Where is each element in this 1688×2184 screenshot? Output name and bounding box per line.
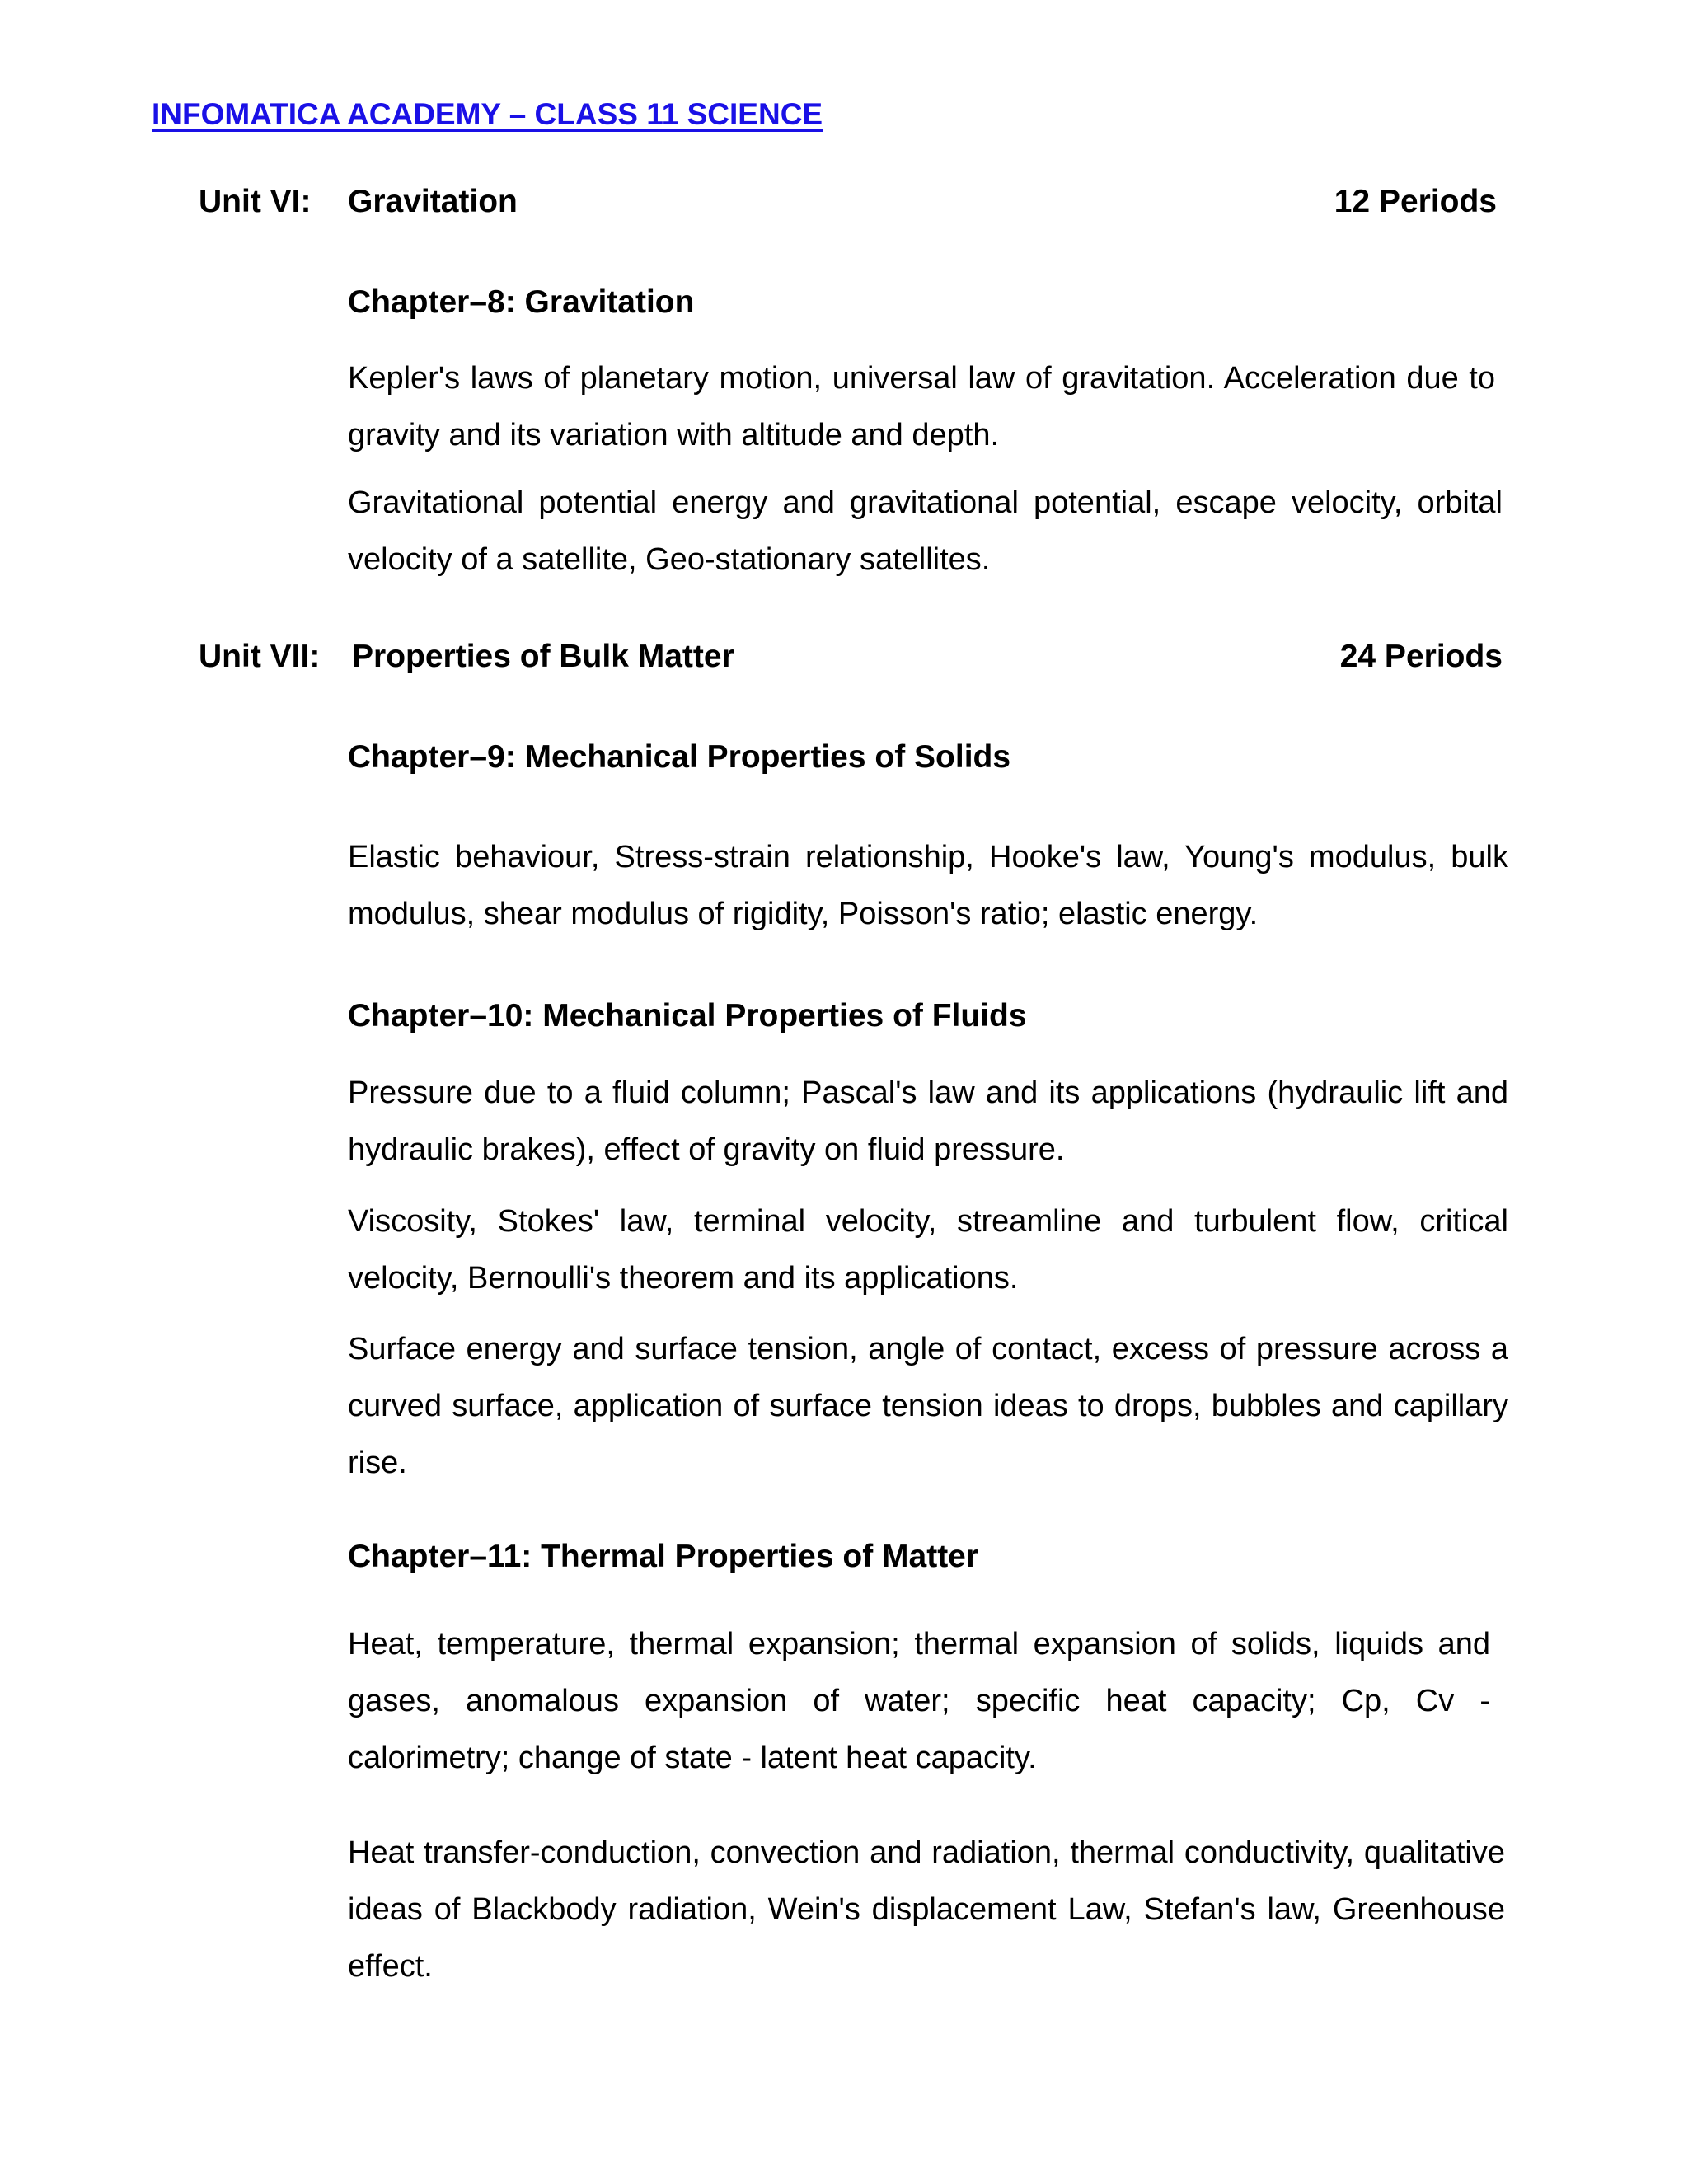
chapter-heading: Chapter–8: Gravitation xyxy=(348,284,695,320)
unit-label: Unit VII: xyxy=(199,639,321,674)
unit-periods: 12 Periods xyxy=(1334,184,1497,219)
chapter-heading: Chapter–9: Mechanical Properties of Solids xyxy=(348,739,1011,775)
unit-label: Unit VI: xyxy=(199,184,312,219)
chapter-paragraph: Pressure due to a fluid column; Pascal's law and its applications (hydraulic lift and hydraulic brakes), effect of gravity on fluid pressure. xyxy=(348,1076,1508,1167)
chapter-paragraph: Surface energy and surface tension, angle of contact, excess of pressure across a curved surface, application of surface tension ideas to drops, bubbles and capillary rise. xyxy=(348,1332,1508,1480)
chapter-paragraph: Kepler's laws of planetary motion, universal law of gravitation. Acceleration due to gravity and its variation with altitude and depth. xyxy=(348,361,1495,452)
chapter-paragraph: Elastic behaviour, Stress-strain relationship, Hooke's law, Young's modulus, bulk modulus, shear modulus of rigidity, Poisson's ratio; elastic energy. xyxy=(348,840,1508,931)
unit-periods: 24 Periods xyxy=(1339,639,1503,674)
unit-title: Gravitation xyxy=(348,184,518,219)
chapter-paragraph: Viscosity, Stokes' law, terminal velocity, streamline and turbulent flow, critical velocity, Bernoulli's theorem and its applications. xyxy=(348,1204,1508,1296)
chapter-paragraph: Heat, temperature, thermal expansion; thermal expansion of solids, liquids and gases, anomalous expansion of water; specific heat capacity; Cp, Cv - calorimetry; change of state - latent heat capacity. xyxy=(348,1627,1490,1775)
chapter-paragraph: Gravitational potential energy and gravitational potential, escape velocity, orbital velocity of a satellite, Geo-stationary satellites. xyxy=(348,485,1503,577)
chapter-heading: Chapter–10: Mechanical Properties of Fluids xyxy=(348,998,1027,1033)
academy-header-link[interactable]: INFOMATICA ACADEMY – CLASS 11 SCIENCE xyxy=(152,97,823,131)
unit-title: Properties of Bulk Matter xyxy=(352,639,734,674)
chapter-paragraph: Heat transfer-conduction, convection and radiation, thermal conductivity, qualitative ideas of Blackbody radiation, Wein's displacement Law, Stefan's law, Greenhouse effect. xyxy=(348,1835,1505,1984)
chapter-heading: Chapter–11: Thermal Properties of Matter xyxy=(348,1539,979,1574)
